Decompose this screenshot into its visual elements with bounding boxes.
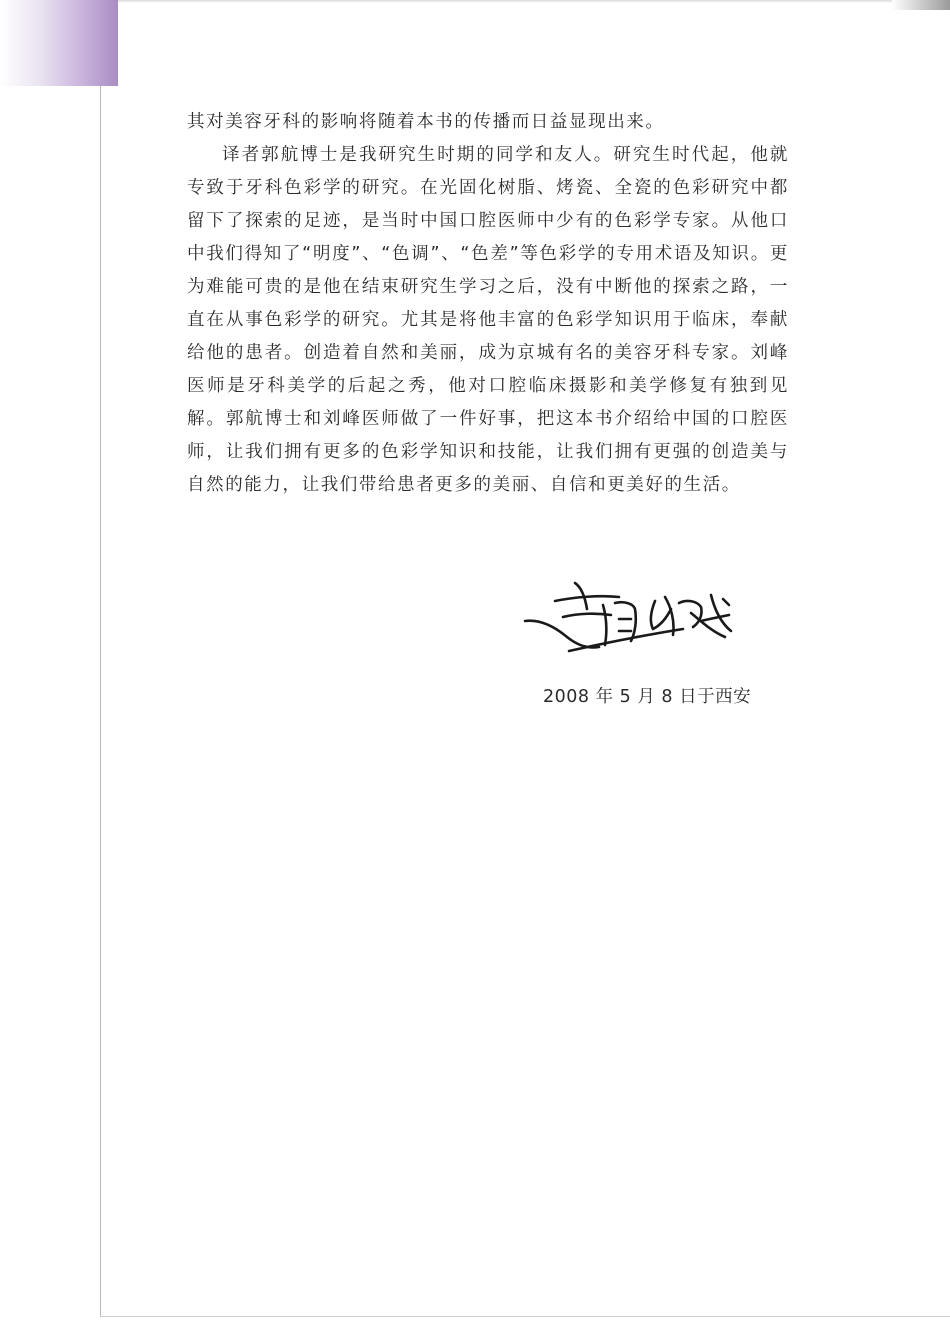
corner-crop-mark bbox=[892, 0, 950, 10]
page-margin-line bbox=[100, 86, 101, 1316]
bottom-page-edge bbox=[100, 1316, 950, 1317]
paragraph-translator-intro: 译者郭航博士是我研究生时期的同学和友人。研究生时代起，他就专致于牙科色彩学的研究。在光固化树脂、烤瓷、全瓷的色彩研究中都留下了探索的足迹，是当时中国口腔医师中少有的色彩学专家。从他口中我们得知了“明度”、“色调”、“色差”等色彩学的专用术语及知识。更为难能可贵的是他在结束研究生学习之后，没有中断他的探索之路，一直在从事色彩学的研究。尤其是将他丰富的色彩学知识用于临床，奉献给他的患者。创造着自然和美丽，成为京城有名的美容牙科专家。刘峰医师是牙科美学的后起之秀，他对口腔临床摄影和美学修复有独到见解。郭航博士和刘峰医师做了一件好事，把这本书介绍给中国的口腔医师，让我们拥有更多的色彩学知识和技能，让我们拥有更强的创造美与自然的能力，让我们带给患者更多的美丽、自信和更美好的生活。 bbox=[187, 145, 789, 495]
top-page-edge bbox=[118, 0, 950, 3]
body-text bbox=[187, 106, 789, 502]
corner-color-tab bbox=[0, 0, 118, 86]
signature-date: 2008 年 5 月 8 日于西安 bbox=[543, 687, 752, 707]
handwritten-signature bbox=[515, 575, 755, 665]
paragraph-continuation: 其对美容牙科的影响将随着本书的传播而日益显现出来。 bbox=[187, 112, 665, 132]
